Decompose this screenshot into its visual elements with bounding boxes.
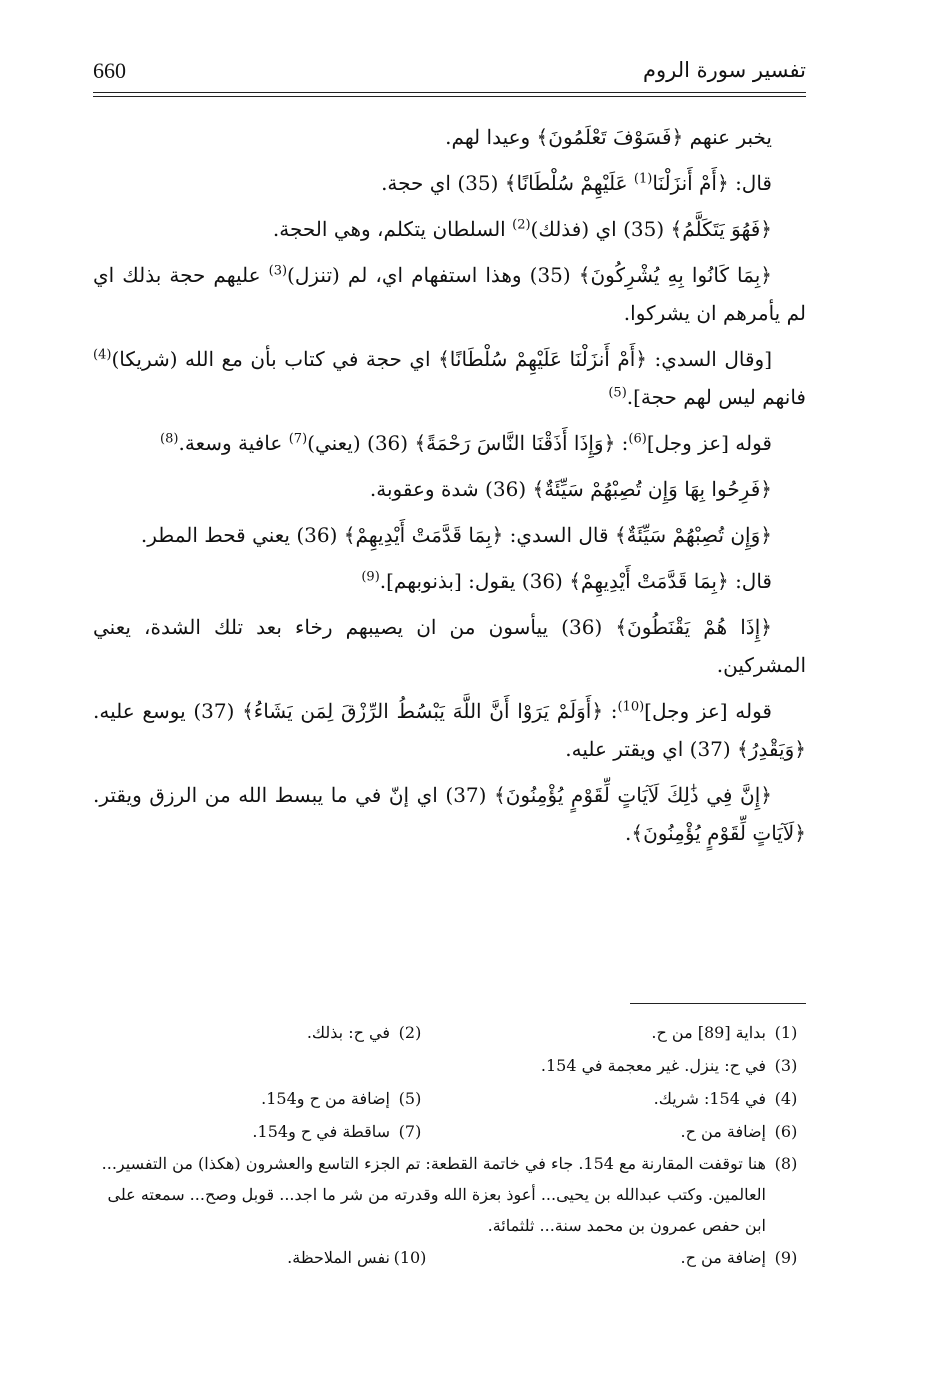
footnote-text: في 154: شريك. xyxy=(653,1089,766,1108)
footnote-row xyxy=(93,1082,806,1115)
footnote-ref-10: (10) xyxy=(617,699,645,715)
paragraph-5 xyxy=(93,340,806,416)
footnote-number: (5) xyxy=(398,1089,422,1108)
footnote-text: في ح: بذلك. xyxy=(306,1023,390,1042)
body-text xyxy=(93,118,806,860)
paragraph-11-text-a: قوله [عز وجل] xyxy=(644,699,772,723)
running-title: تفسير سورة الروم xyxy=(642,58,806,82)
footnote-10 xyxy=(287,1241,430,1274)
paragraph-1 xyxy=(93,118,806,156)
footnote-separator xyxy=(630,1003,806,1004)
paragraph-10 xyxy=(93,608,806,684)
footnote-3 xyxy=(541,1049,806,1082)
paragraph-3-text-a: ﴿فَهُوَ يَتَكَلَّمُ﴾ (35) اي (فذلك) xyxy=(530,217,772,241)
paragraph-2 xyxy=(93,164,806,202)
paragraph-9 xyxy=(93,562,806,600)
paragraph-6 xyxy=(93,424,806,462)
paragraph-1-text: يخبر عنهم ﴿فَسَوْفَ تَعْلَمُونَ﴾ وعيدا لهم. xyxy=(445,125,772,149)
paragraph-2-text-a: قال: ﴿أَمْ أَنزَلْنَا xyxy=(652,171,772,195)
paragraph-4-text-b: عليهم حجة بذلك اي لم يأمرهم ان يشركوا. xyxy=(93,263,806,325)
paragraph-9-text: قال: ﴿بِمَا قَدَّمَتْ أَيْدِيهِمْ﴾ (36) يقول: [بذنوبهم]. xyxy=(379,569,772,593)
footnotes xyxy=(93,1016,806,1274)
page-header xyxy=(93,58,806,88)
footnote-text: نفس الملاحظة. xyxy=(287,1248,390,1267)
footnote-1 xyxy=(651,1016,806,1049)
paragraph-6-text-b: : ﴿وَإِذَا أَذَقْنَا النَّاسَ رَحْمَةً﴾ (36) (يعني) xyxy=(307,431,629,455)
paragraph-3 xyxy=(93,210,806,248)
footnote-ref-6: (6) xyxy=(628,431,647,447)
footnote-ref-3: (3) xyxy=(268,263,288,279)
footnote-4 xyxy=(654,1082,806,1115)
paragraph-2-text-b: عَلَيْهِمْ سُلْطَانًا﴾ (35) اي حجة. xyxy=(381,171,634,195)
footnote-text: بداية [89] من ح. xyxy=(651,1023,766,1042)
paragraph-8 xyxy=(93,516,806,554)
footnote-text: في ح: ينزل. غير معجمة في 154. xyxy=(540,1056,766,1075)
footnote-row xyxy=(93,1049,806,1082)
footnote-row xyxy=(93,1115,806,1148)
footnote-8 xyxy=(93,1148,806,1241)
header-rule-double xyxy=(93,96,806,97)
footnote-text: إضافة من ح و154. xyxy=(261,1089,390,1108)
paragraph-3-text-b: السلطان يتكلم، وهي الحجة. xyxy=(272,217,513,241)
footnote-text: هنا توقفت المقارنة مع 154. جاء في خاتمة القطعة: تم الجزء التاسع والعشرون (هكذا) من التفسير... العالمين. وكتب عبدالله بن يحيى... أعوذ بعزة الله وقدرته من شر ما اجد... قوبل وصح... سمعته على ابن حفص عمرون بن محمد سنة... ثلثمائة. xyxy=(101,1154,766,1235)
footnote-number: (7) xyxy=(398,1122,422,1141)
footnote-ref-7: (7) xyxy=(288,431,308,447)
paragraph-5-text-b: فانهم ليس لهم حجة]. xyxy=(626,385,806,409)
footnote-9 xyxy=(681,1241,806,1274)
footnote-text: ساقطة في ح و154. xyxy=(252,1122,390,1141)
footnote-ref-1: (1) xyxy=(633,171,653,187)
footnote-2 xyxy=(307,1016,430,1049)
footnote-ref-8: (8) xyxy=(160,431,179,447)
footnote-number: (6) xyxy=(774,1122,798,1141)
paragraph-4 xyxy=(93,256,806,332)
paragraph-6-text-c: عافية وسعة. xyxy=(178,431,289,455)
footnote-number: (1) xyxy=(774,1023,798,1042)
footnote-ref-2: (2) xyxy=(512,217,531,233)
footnote-number: (8) xyxy=(774,1154,798,1173)
header-rule xyxy=(93,92,806,93)
paragraph-8-text: ﴿وَإِن تُصِبْهُمْ سَيِّئَةٌ﴾ قال السدي: ﴿بِمَا قَدَّمَتْ أَيْدِيهِمْ﴾ (36) يعني قحط المطر. xyxy=(140,523,772,547)
page-number: 660 xyxy=(93,58,126,83)
footnote-number: (3) xyxy=(774,1056,798,1075)
paragraph-10-text: ﴿إِذَا هُمْ يَقْنَطُونَ﴾ (36) ييأسون من ان يصيبهم رخاء بعد تلك الشدة، يعني المشركين. xyxy=(93,615,806,677)
footnote-5 xyxy=(261,1082,430,1115)
footnote-row xyxy=(93,1241,806,1274)
footnote-6 xyxy=(681,1115,806,1148)
paragraph-12-text: ﴿إِنَّ فِي ذَٰلِكَ لَآيَاتٍ لِّقَوْمٍ يُؤْمِنُونَ﴾ (37) اي إنّ في ما يبسط الله من الرزق ويقتر. ﴿لَآيَاتٍ لِّقَوْمٍ يُؤْمِنُونَ﴾. xyxy=(93,783,806,845)
footnote-text: إضافة من ح. xyxy=(680,1122,766,1141)
footnote-number: (2) xyxy=(398,1023,422,1042)
paragraph-7-text: ﴿فَرِحُوا بِهَا وَإِن تُصِبْهُمْ سَيِّئَةٌ﴾ (36) شدة وعقوبة. xyxy=(369,477,772,501)
footnote-7 xyxy=(252,1115,430,1148)
paragraph-11 xyxy=(93,692,806,768)
footnote-number: (4) xyxy=(774,1089,798,1108)
paragraph-4-text-a: ﴿بِمَا كَانُوا بِهِ يُشْرِكُونَ﴾ (35) وهذا استفهام اي، لم (تنزل) xyxy=(287,263,772,287)
footnote-ref-5: (5) xyxy=(608,385,627,401)
footnote-text: إضافة من ح. xyxy=(680,1248,766,1267)
footnote-number: (10) xyxy=(393,1248,427,1267)
footnote-row xyxy=(93,1016,806,1049)
paragraph-6-text-a: قوله [عز وجل] xyxy=(646,431,772,455)
footnote-ref-4: (4) xyxy=(93,347,112,363)
paragraph-5-text-a: [وقال السدي: ﴿أَمْ أَنزَلْنَا عَلَيْهِمْ سُلْطَانًا﴾ اي حجة في كتاب بأن مع الله (شريكا) xyxy=(111,347,772,371)
paragraph-11-text-b: : ﴿أَوَلَمْ يَرَوْا أَنَّ اللَّهَ يَبْسُطُ الرِّزْقَ لِمَن يَشَاءُ﴾ (37) يوسع عليه. ﴿وَيَقْدِرُ﴾ (37) اي ويقتر عليه. xyxy=(93,699,806,761)
footnote-ref-9: (9) xyxy=(361,569,380,585)
footnote-number: (9) xyxy=(774,1248,798,1267)
paragraph-12 xyxy=(93,776,806,852)
paragraph-7 xyxy=(93,470,806,508)
